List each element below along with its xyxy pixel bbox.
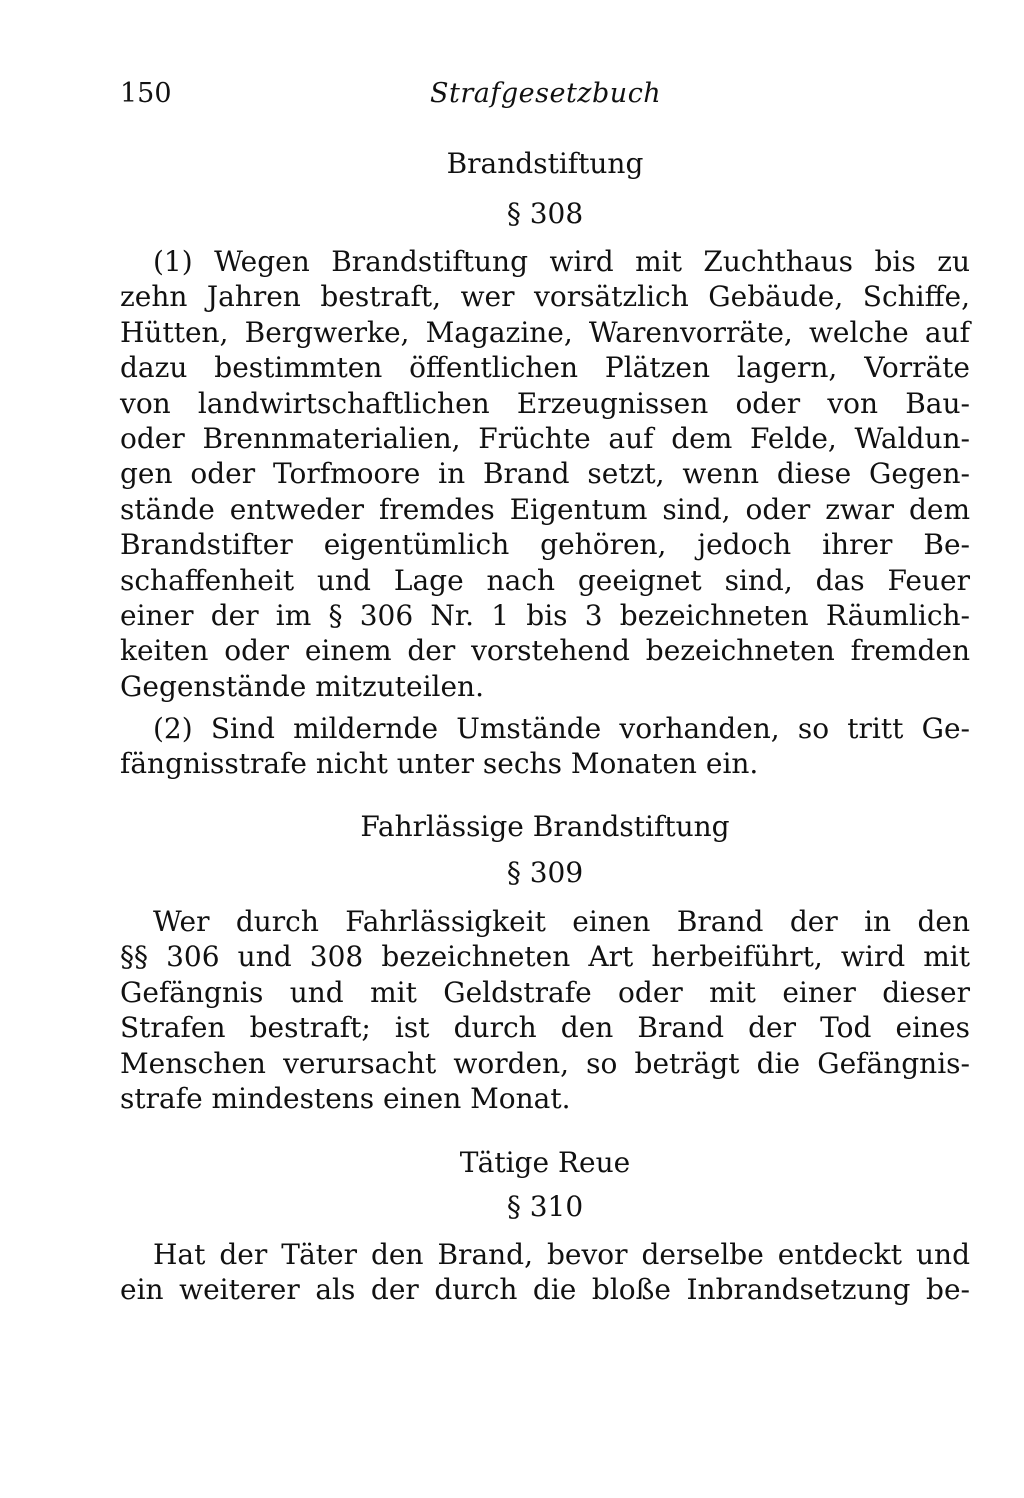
text-line: fängnisstrafe nicht unter sechs Monaten ein. <box>120 747 759 781</box>
text-line: von landwirtschaftlichen Erzeugnissen oder von Bau- <box>120 386 970 420</box>
text-line: Gegenstände mitzuteilen. <box>120 669 484 703</box>
text-line: keiten oder einem der vorstehend bezeichneten fremden <box>120 634 970 668</box>
text-line: zehn Jahren bestraft, wer vorsätzlich Gebäude, Schiffe, <box>120 280 970 314</box>
text-line: strafe mindestens einen Monat. <box>120 1081 571 1115</box>
text-line: dazu bestimmten öffentlichen Plätzen lagern, Vorräte <box>120 351 970 385</box>
section-308-subsection-1 <box>120 244 970 704</box>
text-line: (1) Wegen Brandstiftung wird mit Zuchthaus bis zu <box>153 245 970 278</box>
page-number: 150 <box>120 78 172 109</box>
text-line: Menschen verursacht worden, so beträgt die Gefängnis- <box>120 1046 970 1080</box>
text-line: oder Brennmaterialien, Früchte auf dem Felde, Waldun- <box>120 421 970 455</box>
text-line: Wer durch Fahrlässigkeit einen Brand der in den <box>153 905 970 938</box>
running-title: Strafgesetzbuch <box>430 78 662 109</box>
text-line: Hat der Täter den Brand, bevor derselbe entdeckt und <box>153 1238 970 1271</box>
page-header <box>120 78 970 122</box>
section-title-taetige-reue: Tätige Reue <box>459 1146 631 1179</box>
section-310-text <box>120 1237 970 1308</box>
text-line: Strafen bestraft; ist durch den Brand der Tod eines <box>120 1011 970 1045</box>
section-309-text <box>120 904 970 1116</box>
text-line: schaffenheit und Lage nach geeignet sind, das Feuer <box>120 563 970 597</box>
section-title-fahrlaessige-brandstiftung: Fahrlässige Brandstiftung <box>360 810 730 843</box>
text-line: ein weiterer als der durch die bloße Inbrandsetzung be- <box>120 1273 970 1307</box>
text-line: einer der im § 306 Nr. 1 bis 3 bezeichneten Räumlich- <box>120 598 970 632</box>
section-title-brandstiftung: Brandstiftung <box>446 147 644 180</box>
text-line: §§ 306 und 308 bezeichneten Art herbeiführt, wird mit <box>120 940 970 974</box>
text-line: stände entweder fremdes Eigentum sind, oder zwar dem <box>120 492 970 526</box>
section-308-subsection-2 <box>120 711 970 782</box>
text-line: Hütten, Bergwerke, Magazine, Warenvorräte, welche auf <box>120 315 970 349</box>
text-line: gen oder Torfmoore in Brand setzt, wenn diese Gegen- <box>120 457 970 491</box>
text-line: (2) Sind mildernde Umstände vorhanden, so tritt Ge- <box>153 712 970 745</box>
paragraph-number-309: § 309 <box>506 856 584 889</box>
paragraph-number-308: § 308 <box>506 197 584 230</box>
paragraph-number-310: § 310 <box>506 1190 584 1223</box>
text-line: Brandstifter eigentümlich gehören, jedoch ihrer Be- <box>120 528 970 562</box>
text-line: Gefängnis und mit Geldstrafe oder mit einer dieser <box>120 975 970 1009</box>
